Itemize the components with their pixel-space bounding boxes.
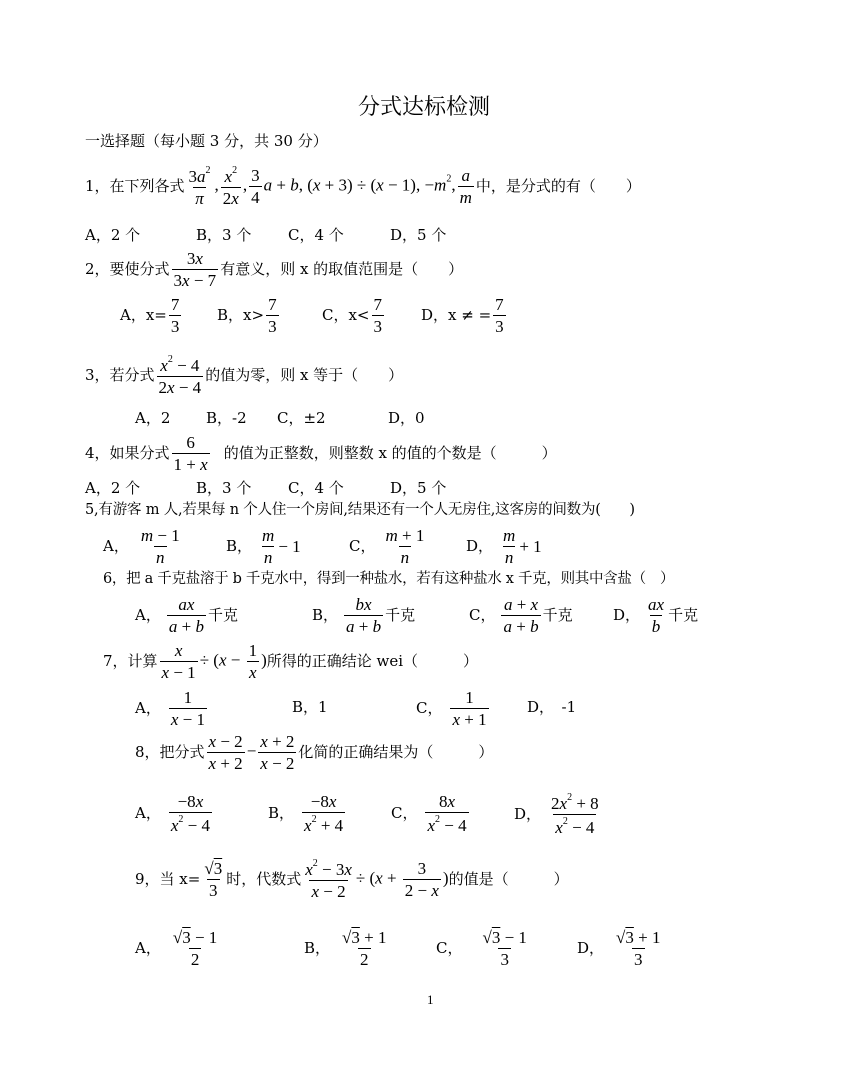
question-6: 6，把 a 千克盐溶于 b 千克水中，得到一种盐水，若有这种盐水 x 千克，则其中含盐（ ）: [103, 571, 675, 587]
page-number: 1: [427, 992, 434, 1007]
q1-suffix: 中，是分式的有（ ）: [475, 177, 641, 195]
q7-suffix: 所得的正确结论 wei（ ）: [266, 652, 479, 670]
q8-option-a: A， $\frac{-8x}{x^2 - 4}$: [135, 792, 210, 835]
q3-option-b: B，-2: [206, 409, 247, 427]
q3-option-d: D，0: [388, 409, 425, 427]
question-5: 5,有游客 m 人,若果每 n 个人住一个房间,结果还有一个人无房住,这客房的间数为( ): [85, 502, 635, 518]
q1-option-a: A，2 个: [85, 226, 141, 244]
page-title: 分式达标检测: [358, 95, 491, 120]
question-8: [135, 733, 493, 772]
q2-fraction: $\frac{3x}{3x - 7}$: [173, 249, 217, 290]
q8-option-b: B， $\frac{-8x}{x^2 + 4}$: [268, 792, 344, 835]
q5-option-a: A， $\frac{m - 1}{n}$: [103, 526, 180, 567]
section-heading: 一选择题（每小题 3 分，共 30 分）: [85, 132, 328, 150]
q8-option-c: C， $\frac{8x}{x^2 - 4}$: [391, 792, 467, 835]
q2-suffix: 有意义，则 x 的取值范围是（ ）: [220, 260, 464, 278]
q3-suffix: 的值为零，则 x 等于（ ）: [205, 366, 404, 384]
q8-expression: $\frac{x - 2}{x + 2}$ − $\frac{x + 2}{x - 2}$: [208, 732, 295, 773]
q8-option-d: D， $\frac{2x^2 + 8}{x^2 - 4}$: [514, 792, 599, 837]
q8-prefix: 8，把分式: [135, 743, 205, 761]
q1-option-d: D，5 个: [390, 226, 447, 244]
q4-option-b: B，3 个: [196, 479, 252, 497]
q9-option-c: C， $\frac{√3 - 1}{3}$: [436, 928, 527, 969]
q1-expressions: $\frac{3a^2}{\pi}$ , $\frac{x^2}{2x}$ , $\frac{3}{4}$ a + b, (x + 3) ÷ (x − 1), $-m^2$, $\frac{a}{m}$: [188, 165, 472, 208]
q3-prefix: 3，若分式: [85, 366, 155, 384]
q9-prefix: 9，当 x=: [135, 870, 201, 888]
q4-suffix: 的值为正整数，则整数 x 的值的个数是（ ）: [223, 444, 557, 462]
q2-option-b: B，x> $\frac{7}{3}$: [217, 295, 277, 336]
q5-option-d: D， $\frac{m}{n}$ + 1: [466, 526, 542, 567]
q7-option-d: D， -1: [527, 698, 577, 716]
q8-suffix: 化简的正确结果为（ ）: [298, 743, 494, 761]
q4-fraction: $\frac{6}{1 + x}$: [173, 433, 208, 474]
q2-prefix: 2，要使分式: [85, 260, 170, 278]
question-3: [85, 355, 403, 396]
q9-expression: $\frac{x^2 - 3x}{x - 2}$ ÷ (x + $\frac{3}{2 - x}$ ): [305, 858, 449, 901]
q5-option-c: C， $\frac{m + 1}{n}$: [349, 526, 425, 567]
question-2: [85, 250, 463, 289]
q5-option-b: B， $\frac{m}{n}$ − 1: [226, 526, 301, 567]
q4-option-c: C，4 个: [288, 479, 344, 497]
q4-option-a: A，2 个: [85, 479, 141, 497]
q4-option-d: D，5 个: [390, 479, 447, 497]
q1-option-c: C，4 个: [288, 226, 344, 244]
q9-option-b: B， $\frac{√3 + 1}{2}$: [304, 928, 387, 969]
q3-option-c: C，±2: [277, 409, 326, 427]
q2-option-d: D，x ≠ = $\frac{7}{3}$: [421, 295, 504, 336]
q4-prefix: 4，如果分式: [85, 444, 170, 462]
q6-option-a: A， $\frac{ax}{a + b}$ 千克: [135, 595, 238, 636]
q9-option-a: A， $\frac{√3 - 1}{2}$: [135, 928, 218, 969]
q6-option-c: C， $\frac{a + x}{a + b}$ 千克: [469, 595, 573, 636]
q7-option-c: C， $\frac{1}{x + 1}$: [416, 688, 487, 729]
question-7: [103, 642, 478, 681]
q7-prefix: 7，计算: [103, 652, 158, 670]
q3-option-a: A，2: [135, 409, 171, 427]
q3-fraction: $\frac{x^2 - 4}{2x - 4}$: [158, 354, 202, 397]
question-1: [85, 166, 641, 207]
question-4: [85, 434, 557, 473]
q1-prefix: 1，在下列各式: [85, 177, 185, 195]
q7-option-a: A， $\frac{1}{x - 1}$: [135, 688, 205, 729]
question-9: 9，当 x= $\frac{√3}{3}$ 时，代数式 $\frac{x^2 - 3x}{x - 2}$ ÷ (x + $\frac{3}{2 - x}$ ) 的值是（ ）: [135, 858, 569, 901]
q6-option-b: B， $\frac{bx}{a + b}$ 千克: [312, 595, 416, 636]
q1-option-b: B，3 个: [196, 226, 252, 244]
q2-option-c: C，x< $\frac{7}{3}$: [322, 295, 383, 336]
q9-suffix: 的值是（ ）: [448, 870, 569, 888]
q9-mid: 时，代数式: [226, 870, 302, 888]
q6-option-d: D， $\frac{ax}{b}$ 千克: [613, 595, 699, 636]
q7-option-b: B，1: [292, 698, 328, 716]
q9-option-d: D， $\frac{√3 + 1}{3}$: [577, 928, 661, 969]
q2-option-a: A，x= $\frac{7}{3}$: [120, 295, 180, 336]
q7-expression: $\frac{x}{x - 1}$ ÷ (x − $\frac{1}{x}$ ): [161, 641, 267, 682]
